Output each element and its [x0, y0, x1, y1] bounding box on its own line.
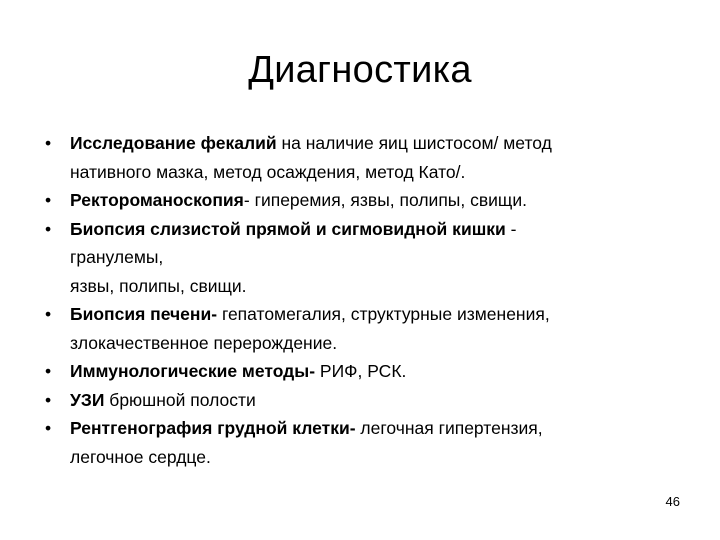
list-item-ultrasound: [45, 386, 665, 415]
item-text: -: [505, 218, 517, 239]
bullet-icon: •: [45, 418, 52, 438]
bullet-icon: •: [45, 389, 52, 410]
page-number: 46: [665, 494, 680, 509]
item-continuation: легочное сердце.: [70, 446, 211, 467]
item-continuation: гранулемы,: [70, 247, 164, 267]
bullet-icon: •: [45, 133, 52, 153]
slide-title: Диагностика: [248, 49, 472, 91]
item-heading: Рентгенография грудной клетки-: [70, 418, 356, 438]
item-line: [70, 215, 665, 244]
bullet-icon: •: [45, 190, 52, 210]
list-item-rectoscopy: [45, 186, 665, 215]
item-line: [70, 386, 665, 415]
list-item-liver-biopsy: [45, 300, 665, 357]
item-line: [70, 414, 665, 443]
item-continuation: злокачественное перерождение.: [70, 332, 338, 353]
item-line: [70, 186, 665, 215]
list-item-mucosa-biopsy: [45, 215, 665, 301]
item-heading: Исследование фекалий: [70, 133, 277, 153]
bullet-icon: •: [45, 218, 52, 239]
bullet-icon: •: [45, 304, 52, 324]
bullet-icon: •: [45, 361, 52, 381]
item-heading: Ректороманоскопия: [70, 190, 244, 210]
item-line: [70, 300, 665, 329]
item-continuation: язвы, полипы, свищи.: [70, 275, 247, 296]
item-continuation: нативного мазка, метод осаждения, метод Като/.: [70, 161, 466, 182]
item-heading: Биопсия печени-: [70, 304, 218, 324]
item-line: [70, 357, 665, 386]
list-item-immunology: [45, 357, 665, 386]
item-text: легочная гипертензия,: [355, 418, 543, 438]
item-text: брюшной полости: [104, 389, 256, 410]
item-heading: УЗИ: [70, 389, 105, 410]
list-item-chest-xray: [45, 414, 665, 471]
item-line: [70, 129, 665, 158]
item-text: РИФ, РСК.: [315, 361, 407, 381]
item-text: на наличие яиц шистосом/ метод: [276, 133, 552, 153]
item-heading: Биопсия слизистой прямой и сигмовидной кишки: [70, 218, 506, 239]
list-item-stool-test: [45, 129, 665, 186]
diagnostics-list: [45, 129, 665, 471]
item-text: - гиперемия, язвы, полипы, свищи.: [243, 190, 527, 210]
item-text: гепатомегалия, структурные изменения,: [217, 304, 550, 324]
item-heading: Иммунологические методы-: [70, 361, 316, 381]
